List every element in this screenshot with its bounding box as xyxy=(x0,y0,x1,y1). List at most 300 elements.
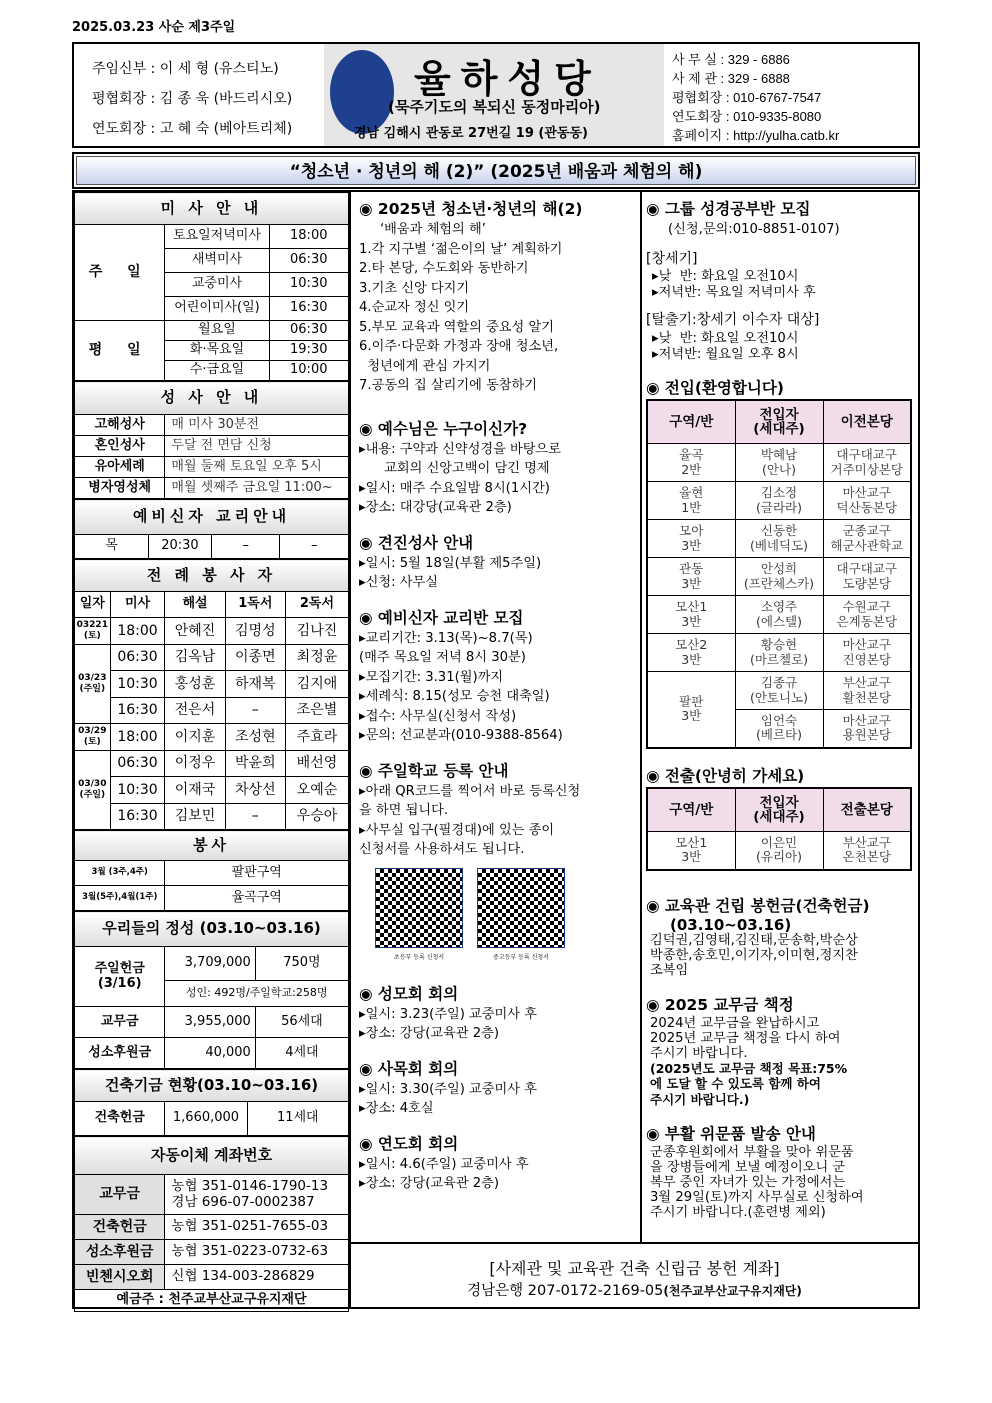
liturgy-cell: 06:30 xyxy=(110,750,165,777)
building-cell: 건축헌금 xyxy=(75,1102,165,1136)
notice-bullet: ▸ 일시: 4.6(주일) 교중미사 후 xyxy=(359,1155,632,1175)
liturgy-cell: 이종면 xyxy=(225,644,285,671)
sacrament-info: 매월 둘째 토요일 오후 5시 xyxy=(165,457,349,478)
mass-name: 어린이미사(일) xyxy=(165,297,269,321)
table-row xyxy=(647,520,911,558)
mass-time: 19:30 xyxy=(269,341,348,361)
notice-title: ◉ 교육관 건립 봉헌금(건축헌금) xyxy=(646,895,912,917)
liturgy-row xyxy=(75,750,349,777)
qr-codes xyxy=(375,868,632,961)
notice-line: 3.기초 신앙 다지기 xyxy=(359,280,470,296)
contact-0: 사 무 실 : 329 - 6886 xyxy=(672,52,790,67)
liturgy-row xyxy=(75,697,349,724)
accounts-table xyxy=(74,1136,349,1312)
service-table xyxy=(74,830,349,911)
service-area: 팔판구역 xyxy=(165,861,349,886)
offering-detail: 성인: 492명/주일학교:258명 xyxy=(165,981,349,1007)
date-line: 2025.03.23 사순 제3주일 xyxy=(72,20,236,35)
service-period: 3월(5주),4월(1주) xyxy=(75,886,165,911)
building-cell: 1,660,000 xyxy=(165,1102,247,1136)
account-label: 성소후원금 xyxy=(75,1240,165,1265)
contact-value: 329 - 6888 xyxy=(727,71,790,86)
notice-section xyxy=(359,1133,632,1194)
table-cell: 율곡 2반 xyxy=(647,444,735,482)
mass-name: 화·목요일 xyxy=(165,341,269,361)
table-row xyxy=(647,672,911,710)
table-header: 이전본당 xyxy=(823,400,911,444)
transfer-out-section xyxy=(646,765,912,871)
liturgy-row xyxy=(75,671,349,698)
account-number: 농협 351-0251-7655-03 xyxy=(165,1215,349,1240)
account-row xyxy=(75,1240,349,1265)
left-column xyxy=(74,192,351,1307)
mass-time: 18:00 xyxy=(269,225,348,249)
table-row xyxy=(647,634,911,672)
offering-label: 주일헌금 (3/16) xyxy=(75,947,165,1007)
building-cell: 11세대 xyxy=(247,1102,348,1136)
staff-1: 평협회장 : 김 종 욱 (바드리시오) xyxy=(92,91,293,107)
liturgy-cell: 16:30 xyxy=(110,803,165,830)
liturgy-cell: – xyxy=(225,697,285,724)
liturgy-header: 해설 xyxy=(165,592,225,618)
notice-title: ◉ 예수님은 누구이신가? xyxy=(359,418,632,440)
table-header: 전입자 (세대주) xyxy=(735,788,823,832)
table-cell: 군종교구 해군사관학교 xyxy=(823,520,911,558)
offering-count: 4세대 xyxy=(255,1038,348,1069)
notice-section xyxy=(646,1123,912,1220)
section-header-row xyxy=(75,560,349,592)
contact-value: 010-9335-8080 xyxy=(733,109,822,124)
notice-emphasis: (2025년도 교무금 책정 목표:75% 에 도달 할 수 있도록 함께 하여 주시기 바랍니다.) xyxy=(650,1060,848,1107)
table-cell: 율현 1반 xyxy=(647,482,735,520)
section-header-row xyxy=(75,831,349,861)
table-header-row xyxy=(647,400,911,444)
table-cell: 안성희 (프란체스카) xyxy=(735,558,823,596)
catechumen-cell: – xyxy=(211,535,280,559)
notice-title: ◉ 2025 교무금 책정 xyxy=(646,994,912,1016)
qr-item xyxy=(375,868,463,961)
mass-name: 교중미사 xyxy=(165,273,269,297)
contact-label: 홈페이지 xyxy=(672,128,723,143)
table-cell: 마산교구 진영본당 xyxy=(823,634,911,672)
account-label: 교무금 xyxy=(75,1175,165,1215)
liturgy-header-row xyxy=(75,592,349,618)
section-header-row xyxy=(75,1070,349,1102)
contact-value: 010-6767-7547 xyxy=(733,90,822,105)
liturgy-row xyxy=(75,724,349,751)
bible-study-section xyxy=(646,198,912,363)
section-header-row xyxy=(75,382,349,415)
table-header: 전출본당 xyxy=(823,788,911,832)
table-cell: 수원교구 은계동본당 xyxy=(823,596,911,634)
staff-label: 평협회장 xyxy=(92,91,147,107)
notice-section xyxy=(359,532,632,593)
table-cell: 팔판 3반 xyxy=(647,672,735,748)
offering-amount: 40,000 xyxy=(165,1038,255,1069)
notice-bullet: ▸ 일시: 3.30(주일) 교중미사 후 xyxy=(359,1080,632,1100)
building-account-line xyxy=(351,1279,918,1300)
contact-4: 홈페이지 : http://yulha.catb.kr xyxy=(672,128,840,143)
sacrament-row xyxy=(75,436,349,457)
contact-value: 329 - 6886 xyxy=(727,52,790,67)
table-header-row xyxy=(647,788,911,832)
service-row xyxy=(75,861,349,886)
notice-section xyxy=(359,983,632,1044)
liturgy-cell: 김명성 xyxy=(225,618,285,645)
notice-line: 6.이주·다문화 가정과 장애 청소년, 청년에게 관심 가지기 xyxy=(359,339,559,374)
section-header-row xyxy=(75,912,349,947)
table-row xyxy=(647,444,911,482)
sacrament-row xyxy=(75,415,349,436)
table-cell: 부산교구 온천본당 xyxy=(823,832,911,870)
notice-title: ◉ 예비신자 교리반 모집 xyxy=(359,607,632,629)
liturgy-cell: 김옥남 xyxy=(165,644,225,671)
staff-2: 연도회장 : 고 혜 숙 (베아트리체) xyxy=(92,121,293,137)
offering-table xyxy=(74,911,349,1069)
liturgy-cell: 김나진 xyxy=(285,618,348,645)
notice-bullet: ▸ 내용: 구약과 신약성경을 바탕으로 교회의 신앙고백이 담긴 명제 xyxy=(359,440,632,479)
notice-title: ◉ 주일학교 등록 안내 xyxy=(359,760,632,782)
mass-table xyxy=(74,192,349,381)
mass-name: 토요일저녁미사 xyxy=(165,225,269,249)
table-cell: 대구대교구 거주미상본당 xyxy=(823,444,911,482)
liturgy-cell: 전은서 xyxy=(165,697,225,724)
account-label: 빈첸시오회 xyxy=(75,1265,165,1290)
bible-class: ▸저녁반: 목요일 저녁미사 후 xyxy=(652,285,816,300)
offering-amount: 3,709,000 xyxy=(165,947,255,981)
notice-bullet: ▸ 아래 QR코드를 찍어서 바로 등록신청 을 하면 됩니다. xyxy=(359,782,632,821)
section-header: 전 례 봉 사 자 xyxy=(75,560,349,592)
notice-section xyxy=(359,1058,632,1119)
section-header: 건축기금 현황(03.10~03.16) xyxy=(75,1070,349,1102)
building-account-number: 경남은행 207-0172-2169-05 xyxy=(467,1283,664,1299)
liturgy-header: 2독서 xyxy=(285,592,348,618)
qr-code-icon[interactable] xyxy=(375,868,463,948)
staff-value: 이 세 형 (유스티노) xyxy=(159,61,279,77)
table-cell: 부산교구 활천본당 xyxy=(823,672,911,710)
section-header: 봉사 xyxy=(75,831,349,861)
building-account-holder: (천주교부산교구유지재단) xyxy=(663,1284,802,1298)
section-header: 성 사 안 내 xyxy=(75,382,349,415)
table-header: 구역/반 xyxy=(647,400,735,444)
liturgy-header: 1독서 xyxy=(225,592,285,618)
sacrament-name: 유아세례 xyxy=(75,457,165,478)
building-account-box xyxy=(351,1242,918,1307)
sacrament-info: 매월 셋째주 금요일 11:00~ xyxy=(165,478,349,499)
account-number: 농협 351-0146-1790-13 경남 696-07-0002387 xyxy=(165,1175,349,1215)
liturgy-cell: 김지애 xyxy=(285,671,348,698)
table-cell: 모산1 3반 xyxy=(647,832,735,870)
offering-row xyxy=(75,1038,349,1069)
sacrament-table xyxy=(74,381,349,499)
contact-2: 평협회장 : 010-6767-7547 xyxy=(672,90,822,105)
offering-label: 성소후원금 xyxy=(75,1038,165,1069)
liturgy-cell: 차상선 xyxy=(225,777,285,804)
notice-bullet: ▸ 접수: 사무실(신청서 작성) xyxy=(359,707,632,727)
liturgy-cell: – xyxy=(225,803,285,830)
section-header: 우리들의 정성 (03.10~03.16) xyxy=(75,912,349,947)
catechumen-table xyxy=(74,499,349,559)
service-area: 율곡구역 xyxy=(165,886,349,911)
liturgy-cell: 이재국 xyxy=(165,777,225,804)
liturgy-cell: 16:30 xyxy=(110,697,165,724)
liturgy-table xyxy=(74,559,349,830)
contact-label: 사 제 관 xyxy=(672,71,717,86)
contact-1: 사 제 관 : 329 - 6888 xyxy=(672,71,790,86)
liturgy-cell: 안혜진 xyxy=(165,618,225,645)
notice-title: ◉ 부활 위문품 발송 안내 xyxy=(646,1123,912,1145)
section-header-row xyxy=(75,500,349,535)
qr-item xyxy=(477,868,565,961)
contact-label: 연도회장 xyxy=(672,109,723,124)
staff-value: 김 종 욱 (바드리시오) xyxy=(159,91,293,107)
notice-bullet: ▸ 장소: 강당(교육관 2층) xyxy=(359,1024,632,1044)
sacrament-row xyxy=(75,457,349,478)
staff-0: 주임신부 : 이 세 형 (유스티노) xyxy=(92,61,279,77)
table-row xyxy=(647,558,911,596)
liturgy-cell: 이지훈 xyxy=(165,724,225,751)
service-period: 3월 (3주,4주) xyxy=(75,861,165,886)
qr-code-icon[interactable] xyxy=(477,868,565,948)
notice-bullet: ▸ 장소: 강당(교육관 2층) xyxy=(359,1174,632,1194)
table-cell: 모아 3반 xyxy=(647,520,735,558)
liturgy-row xyxy=(75,618,349,645)
account-row xyxy=(75,1265,349,1290)
staff-label: 주임신부 xyxy=(92,61,147,77)
contacts xyxy=(664,44,918,146)
catechumen-cell: 20:30 xyxy=(148,535,211,559)
table-cell: 관동 3반 xyxy=(647,558,735,596)
notice-line: 5.부모 교육과 역할의 중요성 알기 xyxy=(359,319,554,335)
table-cell: 이은민 (유리아) xyxy=(735,832,823,870)
homepage-link[interactable]: http://yulha.catb.kr xyxy=(733,128,840,143)
mass-name: 월요일 xyxy=(165,321,269,341)
notice-section xyxy=(646,895,912,978)
notice-title: ◉ 성모회 회의 xyxy=(359,983,632,1005)
bible-class: ▸낮 반: 화요일 오전10시 xyxy=(652,269,799,284)
church-subtitle: (묵주기도의 복되신 동정마리아) xyxy=(388,98,601,116)
sacrament-info: 두달 전 면담 신청 xyxy=(165,436,349,457)
table-cell: 박혜남 (안나) xyxy=(735,444,823,482)
bulletin-body xyxy=(72,190,920,1309)
notice-bullet: ▸ 장소: 4호실 xyxy=(359,1099,632,1119)
church-name: 율하성당 xyxy=(414,57,601,101)
notice-bullet: ▸ 장소: 대강당(교육관 2층) xyxy=(359,498,632,518)
table-cell: 임언숙 (베르타) xyxy=(735,710,823,748)
section-header-row xyxy=(75,193,349,225)
mass-group-label: 평 일 xyxy=(75,321,165,381)
liturgy-cell: 조성현 xyxy=(225,724,285,751)
notice-title: ◉ 전출(안녕히 가세요) xyxy=(646,765,912,787)
bible-group-name: [탈출기:창세기 이수자 대상] xyxy=(646,312,820,328)
notice-title: ◉ 2025년 청소년·청년의 해(2) xyxy=(359,198,632,220)
notice-title: ◉ 그룹 성경공부반 모집 xyxy=(646,198,912,220)
mass-name: 새벽미사 xyxy=(165,249,269,273)
liturgy-cell: 배선영 xyxy=(285,750,348,777)
offering-row xyxy=(75,1007,349,1038)
notice-section xyxy=(359,607,632,746)
notice-section xyxy=(646,994,912,1108)
qr-caption: 중고등부 등록 신청서 xyxy=(493,953,549,961)
table-header: 구역/반 xyxy=(647,788,735,832)
building-account-title: [사제관 및 교육관 건축 신립금 봉헌 계좌] xyxy=(489,1259,780,1278)
table-cell: 김종규 (안토니노) xyxy=(735,672,823,710)
notice-bullet: ▸ 신청: 사무실 xyxy=(359,573,632,593)
mass-row xyxy=(75,225,349,249)
notice-section xyxy=(359,418,632,518)
notice-title: ◉ 전입(환영합니다) xyxy=(646,377,912,399)
catechumen-cell: 목 xyxy=(75,535,149,559)
notice-subtitle: (03.10~03.16) xyxy=(670,915,792,934)
liturgy-cell: 10:30 xyxy=(110,671,165,698)
sacrament-name: 혼인성사 xyxy=(75,436,165,457)
service-row xyxy=(75,886,349,911)
contact-label: 사 무 실 xyxy=(672,52,717,67)
liturgy-row xyxy=(75,777,349,804)
building-fund-table xyxy=(74,1069,349,1136)
liturgy-date: 03/23 (주일) xyxy=(75,644,111,724)
liturgy-cell: 이정우 xyxy=(165,750,225,777)
table-row xyxy=(647,832,911,870)
notice-text: 김덕권,김영태,김진태,문송학,박순상 박종한,송호민,이기자,이미현,정지찬 조복임 xyxy=(650,932,858,978)
account-holder-row xyxy=(75,1290,349,1312)
offering-count: 750명 xyxy=(255,947,348,981)
sacrament-name: 병자영성체 xyxy=(75,478,165,499)
sacrament-info: 매 미사 30분전 xyxy=(165,415,349,436)
transfer-in-table xyxy=(646,399,912,749)
liturgy-cell: 주효라 xyxy=(285,724,348,751)
notice-bullet: ▸ 일시: 3.23(주일) 교중미사 후 xyxy=(359,1005,632,1025)
liturgy-date: 03/30 (주일) xyxy=(75,750,111,830)
mass-time: 06:30 xyxy=(269,249,348,273)
staff-label: 연도회장 xyxy=(92,121,147,137)
liturgy-header: 미사 xyxy=(110,592,165,618)
table-cell: 김소정 (글라라) xyxy=(735,482,823,520)
section-header: 자동이체 계좌번호 xyxy=(75,1137,349,1175)
account-row xyxy=(75,1215,349,1240)
middle-column xyxy=(351,192,642,1242)
account-row xyxy=(75,1175,349,1215)
liturgy-cell: 홍성훈 xyxy=(165,671,225,698)
table-cell: 모산1 3반 xyxy=(647,596,735,634)
table-cell: 마산교구 용원본당 xyxy=(823,710,911,748)
table-row xyxy=(647,482,911,520)
notice-bullet: ▸ 일시: 매주 수요일밤 8시(1시간) xyxy=(359,479,632,499)
account-number: 신협 134-003-286829 xyxy=(165,1265,349,1290)
header xyxy=(72,42,920,148)
table-header: 전입자 (세대주) xyxy=(735,400,823,444)
table-cell: 모산2 3반 xyxy=(647,634,735,672)
notice-line: 1.각 지구별 ‘젊은이의 날’ 계획하기 xyxy=(359,241,563,257)
transfer-out-table xyxy=(646,787,912,871)
liturgy-cell: 박윤희 xyxy=(225,750,285,777)
section-header: 예비신자 교리안내 xyxy=(75,500,349,535)
mass-time: 06:30 xyxy=(269,321,348,341)
liturgy-cell: 06:30 xyxy=(110,644,165,671)
liturgy-cell: 우승아 xyxy=(285,803,348,830)
transfer-in-section xyxy=(646,377,912,749)
notice-text: 2024년 교무금을 완납하시고 2025년 교무금 책정을 다시 하여 주시기 바랍니다. xyxy=(650,1015,841,1061)
notice-line: ‘배움과 체험의 해’ xyxy=(359,222,486,237)
liturgy-header: 일자 xyxy=(75,592,111,618)
notice-section xyxy=(359,198,632,396)
church-title-block xyxy=(324,44,664,146)
section-header-row xyxy=(75,1137,349,1175)
mass-time: 10:30 xyxy=(269,273,348,297)
liturgy-date: 03221 (토) xyxy=(75,618,111,645)
account-holder: 예금주 : 천주교부산교구유지재단 xyxy=(75,1290,349,1312)
contact-label: 평협회장 xyxy=(672,90,723,105)
church-address: 경남 김해시 관동로 27번길 19 (관동동) xyxy=(354,126,588,141)
bible-contact: (신청,문의:010-8851-0107) xyxy=(668,222,840,237)
right-column xyxy=(642,192,918,1242)
notice-bullet: ▸ 일시: 5월 18일(부활 제5주일) xyxy=(359,554,632,574)
notice-bullet: ▸ 세례식: 8.15(성모 승천 대축일) xyxy=(359,687,632,707)
notice-title: ◉ 견진성사 안내 xyxy=(359,532,632,554)
staff-list xyxy=(74,44,324,146)
liturgy-cell: 18:00 xyxy=(110,724,165,751)
qr-caption: 초등부 등록 신청서 xyxy=(393,953,445,961)
notice-line: 2.타 본당, 수도회와 동반하기 xyxy=(359,261,529,276)
contact-3: 연도회장 : 010-9335-8080 xyxy=(672,109,822,124)
mass-row xyxy=(75,321,349,341)
sacrament-row xyxy=(75,478,349,499)
catechumen-cell: – xyxy=(280,535,349,559)
offering-row xyxy=(75,947,349,981)
banner-text: “청소년 · 청년의 해 (2)” (2025년 배움과 체험의 해) xyxy=(76,156,916,185)
liturgy-row xyxy=(75,803,349,830)
mass-name: 수·금요일 xyxy=(165,361,269,381)
mass-time: 10:00 xyxy=(269,361,348,381)
notice-title: ◉ 연도회 회의 xyxy=(359,1133,632,1155)
notice-bullet: ▸ 모집기간: 3.31(월)까지 xyxy=(359,668,632,688)
table-cell: 마산교구 덕산동본당 xyxy=(823,482,911,520)
table-cell: 소영주 (에스텔) xyxy=(735,596,823,634)
liturgy-cell: 하재복 xyxy=(225,671,285,698)
account-label: 건축헌금 xyxy=(75,1215,165,1240)
liturgy-cell: 조은별 xyxy=(285,697,348,724)
table-cell: 황승현 (마르첼로) xyxy=(735,634,823,672)
offering-label: 교무금 xyxy=(75,1007,165,1038)
staff-value: 고 혜 숙 (베아트리체) xyxy=(159,121,293,137)
notice-line: 7.공동의 집 살리기에 동참하기 xyxy=(359,378,538,393)
mass-time: 16:30 xyxy=(269,297,348,321)
offering-count: 56세대 xyxy=(255,1007,348,1038)
liturgy-row xyxy=(75,644,349,671)
sacrament-name: 고해성사 xyxy=(75,415,165,436)
liturgy-cell: 오예순 xyxy=(285,777,348,804)
table-cell: 신동한 (베네딕도) xyxy=(735,520,823,558)
table-row xyxy=(647,596,911,634)
liturgy-cell: 18:00 xyxy=(110,618,165,645)
liturgy-cell: 최정윤 xyxy=(285,644,348,671)
notice-title: ◉ 사목회 회의 xyxy=(359,1058,632,1080)
offering-amount: 3,955,000 xyxy=(165,1007,255,1038)
mass-group-label: 주 일 xyxy=(75,225,165,321)
table-cell: 대구대교구 도량본당 xyxy=(823,558,911,596)
notice-text: 군종후원회에서 부활을 맞아 위문품 을 장병들에게 보낼 예정이오니 군 복무 중인 자녀가 있는 가정에서는 3월 29일(토)까지 사무실로 신청하여 주시기 바랍니다.(훈련병 제외) xyxy=(650,1145,864,1220)
bible-class: ▸저녁반: 월요일 오후 8시 xyxy=(652,346,799,362)
notice-bullet: ▸ 교리기간: 3.13(목)~8.7(목) (매주 목요일 저녁 8시 30분) xyxy=(359,629,632,668)
catechumen-row xyxy=(75,535,349,559)
theme-banner xyxy=(72,152,920,189)
section-header: 미 사 안 내 xyxy=(75,193,349,225)
notice-bullet: ▸ 문의: 선교분과(010-9388-8564) xyxy=(359,726,632,746)
notice-bullet: ▸ 사무실 입구(필경대)에 있는 종이 신청서를 사용하셔도 됩니다. xyxy=(359,821,632,860)
notice-line: 4.순교자 정신 잇기 xyxy=(359,300,470,315)
bible-class: ▸낮 반: 화요일 오전10시 xyxy=(652,330,799,346)
building-row xyxy=(75,1102,349,1136)
